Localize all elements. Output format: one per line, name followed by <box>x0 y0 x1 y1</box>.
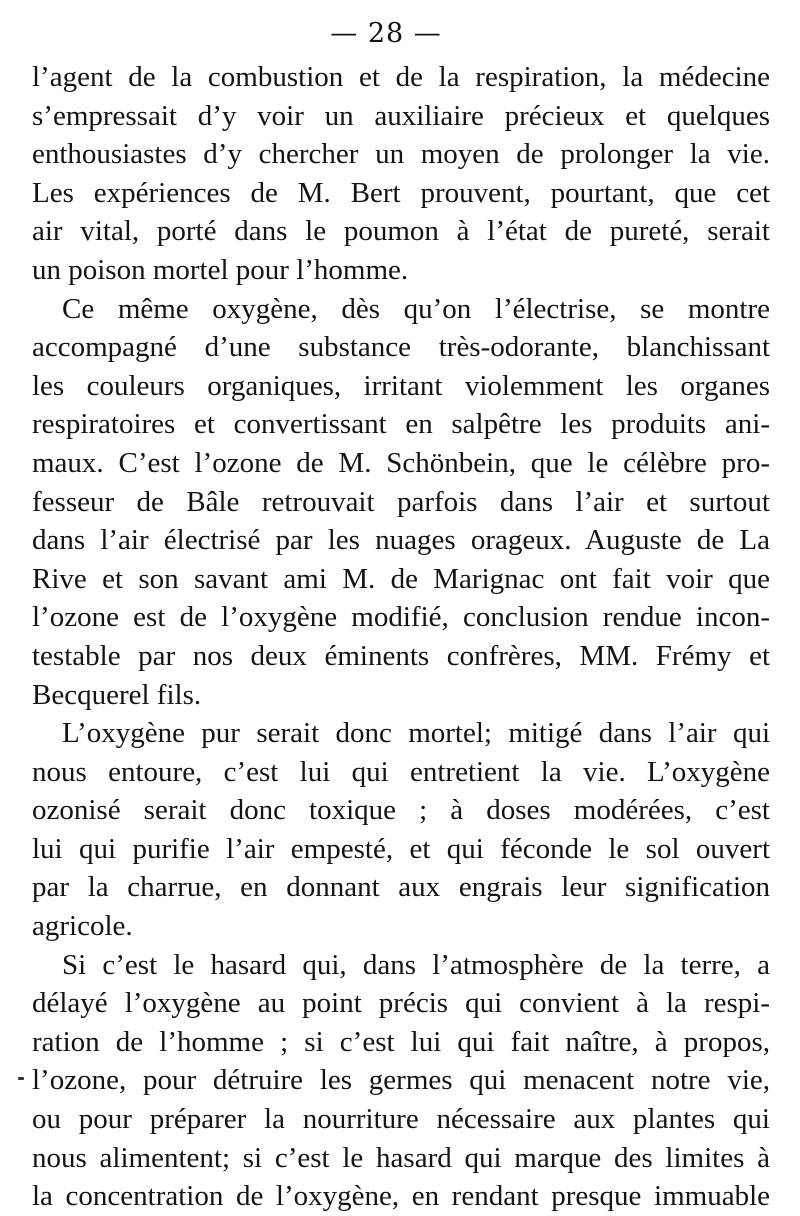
text-line: air vital, porté dans le poumon à l’état de pureté, serait <box>32 215 770 248</box>
text-line: Becquerel fils. <box>32 678 202 711</box>
text-line: s’empressait d’y voir un auxiliaire précieux et quelques <box>32 99 770 132</box>
text-line: Les expériences de M. Bert prouvent, pourtant, que cet <box>32 176 770 209</box>
text-line: ozonisé serait donc toxique ; à doses modérées, c’est <box>32 794 770 827</box>
text-line: respiratoires et convertissant en salpêtre les produits ani- <box>32 408 770 441</box>
text-line: la concentration de l’oxygène, en rendant presque immuable <box>32 1180 770 1213</box>
text-line: maux. C’est l’ozone de M. Schönbein, que le célèbre pro- <box>32 446 770 479</box>
paragraph-2 <box>32 290 770 715</box>
text-line: l’agent de la combustion et de la respiration, la médecine <box>32 61 770 93</box>
text-line: Ce même oxygène, dès qu’on l’électrise, se montre <box>62 292 770 325</box>
text-line: un poison mortel pour l’homme. <box>32 253 409 286</box>
text-line: accompagné d’une substance très-odorante, blanchissant <box>32 331 770 364</box>
text-line: ou pour préparer la nourriture nécessaire aux plantes qui <box>32 1103 770 1136</box>
paragraph-1 <box>32 58 770 290</box>
text-line: Rive et son savant ami M. de Marignac ont fait voir que <box>32 562 770 595</box>
text-line: lui qui purifie l’air empesté, et qui féconde le sol ouvert <box>32 832 770 865</box>
margin-dash-mark <box>18 1077 24 1080</box>
text-line: ration de l’homme ; si c’est lui qui fait naître, à propos, <box>32 1025 770 1058</box>
page-number: — 28 — <box>330 18 442 49</box>
text-line: nous entoure, c’est lui qui entretient la vie. L’oxygène <box>32 755 770 788</box>
text-line: testable par nos deux éminents confrères, MM. Frémy et <box>32 639 770 672</box>
paragraph-4 <box>32 946 770 1216</box>
text-line: par la charrue, en donnant aux engrais leur signification <box>32 871 770 904</box>
paragraph-3 <box>32 714 770 946</box>
text-line: nous alimentent; si c’est le hasard qui marque des limites à <box>32 1141 770 1174</box>
body-text <box>32 58 770 1216</box>
text-line: délayé l’oxygène au point précis qui convient à la respi- <box>32 987 770 1020</box>
text-line: l’ozone est de l’oxygène modifié, conclusion rendue incon- <box>32 601 770 634</box>
text-line: agricole. <box>32 910 133 943</box>
text-line: fesseur de Bâle retrouvait parfois dans l’air et surtout <box>32 485 770 518</box>
text-line: Si c’est le hasard qui, dans l’atmosphère de la terre, a <box>62 948 770 981</box>
text-line: les couleurs organiques, irritant violemment les organes <box>32 369 770 402</box>
text-line: enthousiastes d’y chercher un moyen de prolonger la vie. <box>32 138 770 171</box>
text-line: L’oxygène pur serait donc mortel; mitigé dans l’air qui <box>62 717 770 750</box>
text-line: dans l’air électrisé par les nuages orageux. Auguste de La <box>32 524 770 557</box>
text-line: l’ozone, pour détruire les germes qui menacent notre vie, <box>32 1064 770 1097</box>
